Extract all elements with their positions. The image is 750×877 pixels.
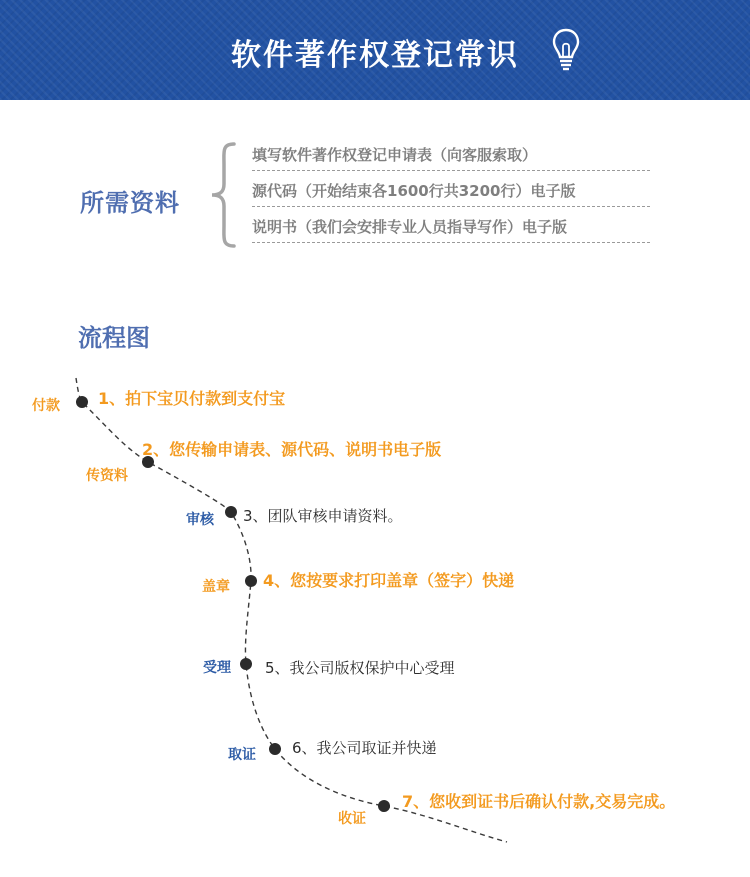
flow-node xyxy=(225,506,237,518)
stage-label: 受理 xyxy=(203,660,231,676)
flow-step: 1、拍下宝贝付款到支付宝 xyxy=(98,389,286,408)
required-item: 说明书（我们会安排专业人员指导写作）电子版 xyxy=(252,212,650,243)
materials-label: 所需资料 xyxy=(80,189,180,217)
stage-label: 收证 xyxy=(338,811,366,827)
flow-node xyxy=(378,800,390,812)
required-item: 源代码（开始结束各1600行共3200行）电子版 xyxy=(252,176,650,207)
page-title: 软件著作权登记常识 xyxy=(231,38,519,73)
flow-node xyxy=(76,396,88,408)
flow-step: 5、我公司版权保护中心受理 xyxy=(265,659,455,677)
stage-label: 盖章 xyxy=(202,579,230,595)
flow-step: 7、您收到证书后确认付款,交易完成。 xyxy=(402,792,676,811)
flow-step: 4、您按要求打印盖章（签字）快递 xyxy=(263,571,515,590)
flow-node xyxy=(245,575,257,587)
flow-step: 2、您传输申请表、源代码、说明书电子版 xyxy=(142,440,442,459)
required-item: 填写软件著作权登记申请表（向客服索取） xyxy=(252,140,650,171)
flow-title: 流程图 xyxy=(78,324,150,352)
stage-label: 审核 xyxy=(186,512,214,528)
flow-node xyxy=(240,658,252,670)
stage-label: 取证 xyxy=(228,747,256,763)
flow-node xyxy=(269,743,281,755)
flow-step: 6、我公司取证并快递 xyxy=(292,739,437,757)
flow-step: 3、团队审核申请资料。 xyxy=(243,507,403,525)
stage-label: 付款 xyxy=(32,398,60,414)
stage-label: 传资料 xyxy=(86,468,128,484)
